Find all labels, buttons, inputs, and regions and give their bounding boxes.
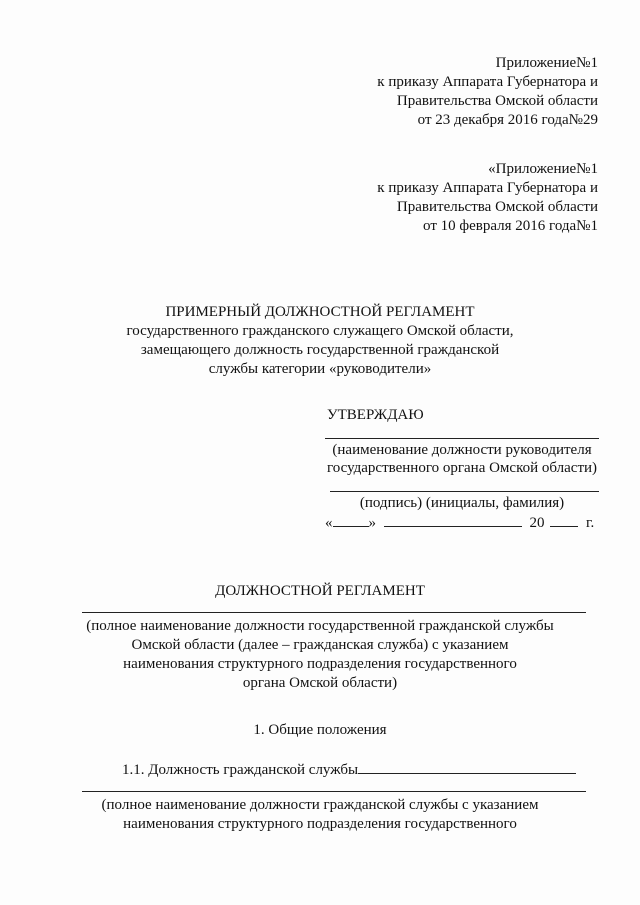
- document-title-line4: службы категории «руководители»: [208, 361, 432, 377]
- annex2-line4: от 10 февраля 2016 года№1: [423, 218, 598, 234]
- item-1-1-label: 1.1. Должность гражданской службы: [122, 762, 359, 778]
- approval-date-line: [325, 513, 594, 532]
- date-open-quote: «: [325, 515, 333, 531]
- regulation-position-line: [82, 612, 586, 613]
- approval-signature-line: [330, 491, 599, 492]
- section1-hint-line1: (полное наименование должности гражданской службы с указанием: [101, 797, 539, 813]
- section1-hint-line2: наименования структурного подразделения государственного: [123, 816, 517, 832]
- document-title-line2: государственного гражданского служащего Омской области,: [126, 323, 514, 339]
- annex1-line3: Правительства Омской области: [396, 93, 598, 109]
- annex2-line2: к приказу Аппарата Губернатора и: [377, 180, 598, 196]
- document-title-line3: замещающего должность государственной гражданской: [140, 342, 500, 358]
- date-day-blank: [333, 513, 369, 527]
- date-year-prefix: 20: [529, 515, 545, 531]
- document-title-line1: ПРИМЕРНЫЙ ДОЛЖНОСТНОЙ РЕГЛАМЕНТ: [165, 304, 475, 320]
- approval-position-line: [325, 438, 599, 439]
- date-close-quote: »: [368, 515, 376, 531]
- approval-hint-position: (наименование должности руководителя: [332, 442, 592, 458]
- section1-position-line: [82, 791, 586, 792]
- regulation-hint-line4: органа Омской области): [242, 675, 398, 691]
- annex2-line3: Правительства Омской области: [396, 199, 598, 215]
- approval-hint-signature: (подпись) (инициалы, фамилия): [359, 495, 565, 511]
- item-1-1: [122, 760, 576, 779]
- regulation-hint-line1: (полное наименование должности государственной гражданской службы: [86, 618, 554, 634]
- regulation-hint-line3: наименования структурного подразделения государственного: [123, 656, 517, 672]
- approval-heading: УТВЕРЖДАЮ: [327, 407, 424, 423]
- item-1-1-blank: [358, 760, 576, 774]
- annex1-line2: к приказу Аппарата Губернатора и: [377, 74, 598, 90]
- section1-heading: 1. Общие положения: [253, 722, 387, 738]
- annex2-line1: «Приложение№1: [488, 161, 598, 177]
- regulation-hint-line2: Омской области (далее – гражданская служба) с указанием: [131, 637, 509, 653]
- approval-hint-organ: государственного органа Омской области): [326, 460, 598, 476]
- date-month-blank: [384, 513, 522, 527]
- annex1-line4: от 23 декабря 2016 года№29: [417, 112, 598, 128]
- regulation-heading: ДОЛЖНОСТНОЙ РЕГЛАМЕНТ: [215, 583, 425, 599]
- date-year-suffix: г.: [586, 515, 595, 531]
- annex1-line1: Приложение№1: [495, 55, 598, 71]
- date-year-blank: [550, 513, 578, 527]
